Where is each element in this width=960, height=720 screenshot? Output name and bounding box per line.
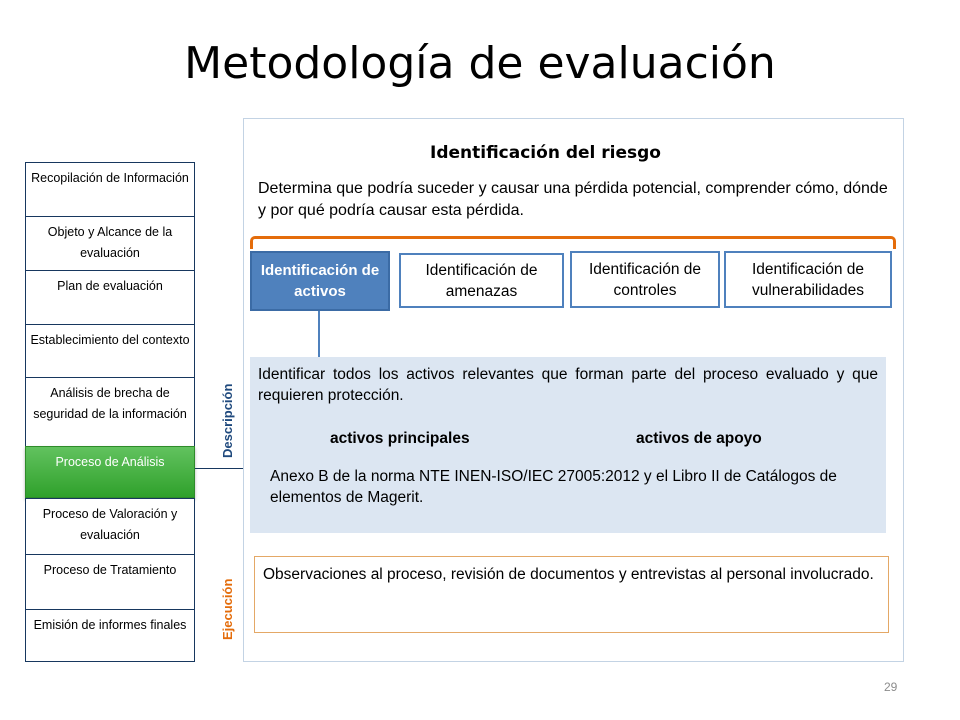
assets-principal-label: activos principales bbox=[330, 430, 470, 447]
description-main-text: Identificar todos los activos relevantes que forman parte del proceso evaluado y que requieren protección. bbox=[258, 366, 878, 404]
tab-identificacion-vulnerabilidades[interactable] bbox=[724, 251, 892, 308]
step-emision-informes[interactable]: Emisión de informes finales bbox=[25, 609, 195, 662]
tab-label: Identificación de amenazas bbox=[425, 261, 538, 300]
tab-connector-line bbox=[318, 311, 320, 357]
step-proceso-valoracion[interactable]: Proceso de Valoración y evaluación bbox=[25, 498, 195, 554]
page-title: Metodología de evaluación bbox=[184, 38, 776, 89]
tab-identificacion-controles[interactable] bbox=[570, 251, 720, 308]
tabs-bracket bbox=[250, 236, 896, 249]
tab-identificacion-activos[interactable] bbox=[250, 251, 390, 311]
step-analisis-brecha[interactable]: Análisis de brecha de seguridad de la información bbox=[25, 377, 195, 446]
tab-identificacion-amenazas[interactable] bbox=[399, 253, 564, 308]
step-establecimiento-contexto[interactable]: Establecimiento del contexto bbox=[25, 324, 195, 377]
execution-box bbox=[254, 556, 889, 633]
tab-label: Identificación de vulnerabilidades bbox=[751, 260, 865, 299]
risk-section-title: Identificación del riesgo bbox=[430, 143, 661, 163]
risk-description: Determina que podría suceder y causar una pérdida potencial, comprender cómo, dónde y por qué podría causar esta pérdida. bbox=[258, 180, 888, 219]
step-proceso-tratamiento[interactable]: Proceso de Tratamiento bbox=[25, 554, 195, 609]
step-proceso-analisis[interactable]: Proceso de Análisis bbox=[25, 446, 195, 498]
step-objeto-alcance[interactable]: Objeto y Alcance de la evaluación bbox=[25, 216, 195, 270]
execution-side-label: Ejecución bbox=[220, 578, 235, 640]
tab-label: Identificación de activos bbox=[260, 262, 380, 300]
step-recopilacion[interactable]: Recopilación de Información bbox=[25, 162, 195, 216]
assets-support-label: activos de apoyo bbox=[636, 430, 762, 447]
description-reference-text: Anexo B de la norma NTE INEN-ISO/IEC 27005:2012 y el Libro II de Catálogos de elementos de Magerit. bbox=[270, 468, 837, 506]
tab-label: Identificación de controles bbox=[588, 260, 702, 299]
description-side-label: Descripción bbox=[220, 383, 235, 458]
execution-text: Observaciones al proceso, revisión de documentos y entrevistas al personal involucrado. bbox=[263, 566, 874, 583]
step-plan-evaluacion[interactable]: Plan de evaluación bbox=[25, 270, 195, 324]
process-steps-list bbox=[25, 162, 195, 662]
page-number: 29 bbox=[884, 680, 898, 694]
step-connector-line bbox=[195, 468, 243, 469]
